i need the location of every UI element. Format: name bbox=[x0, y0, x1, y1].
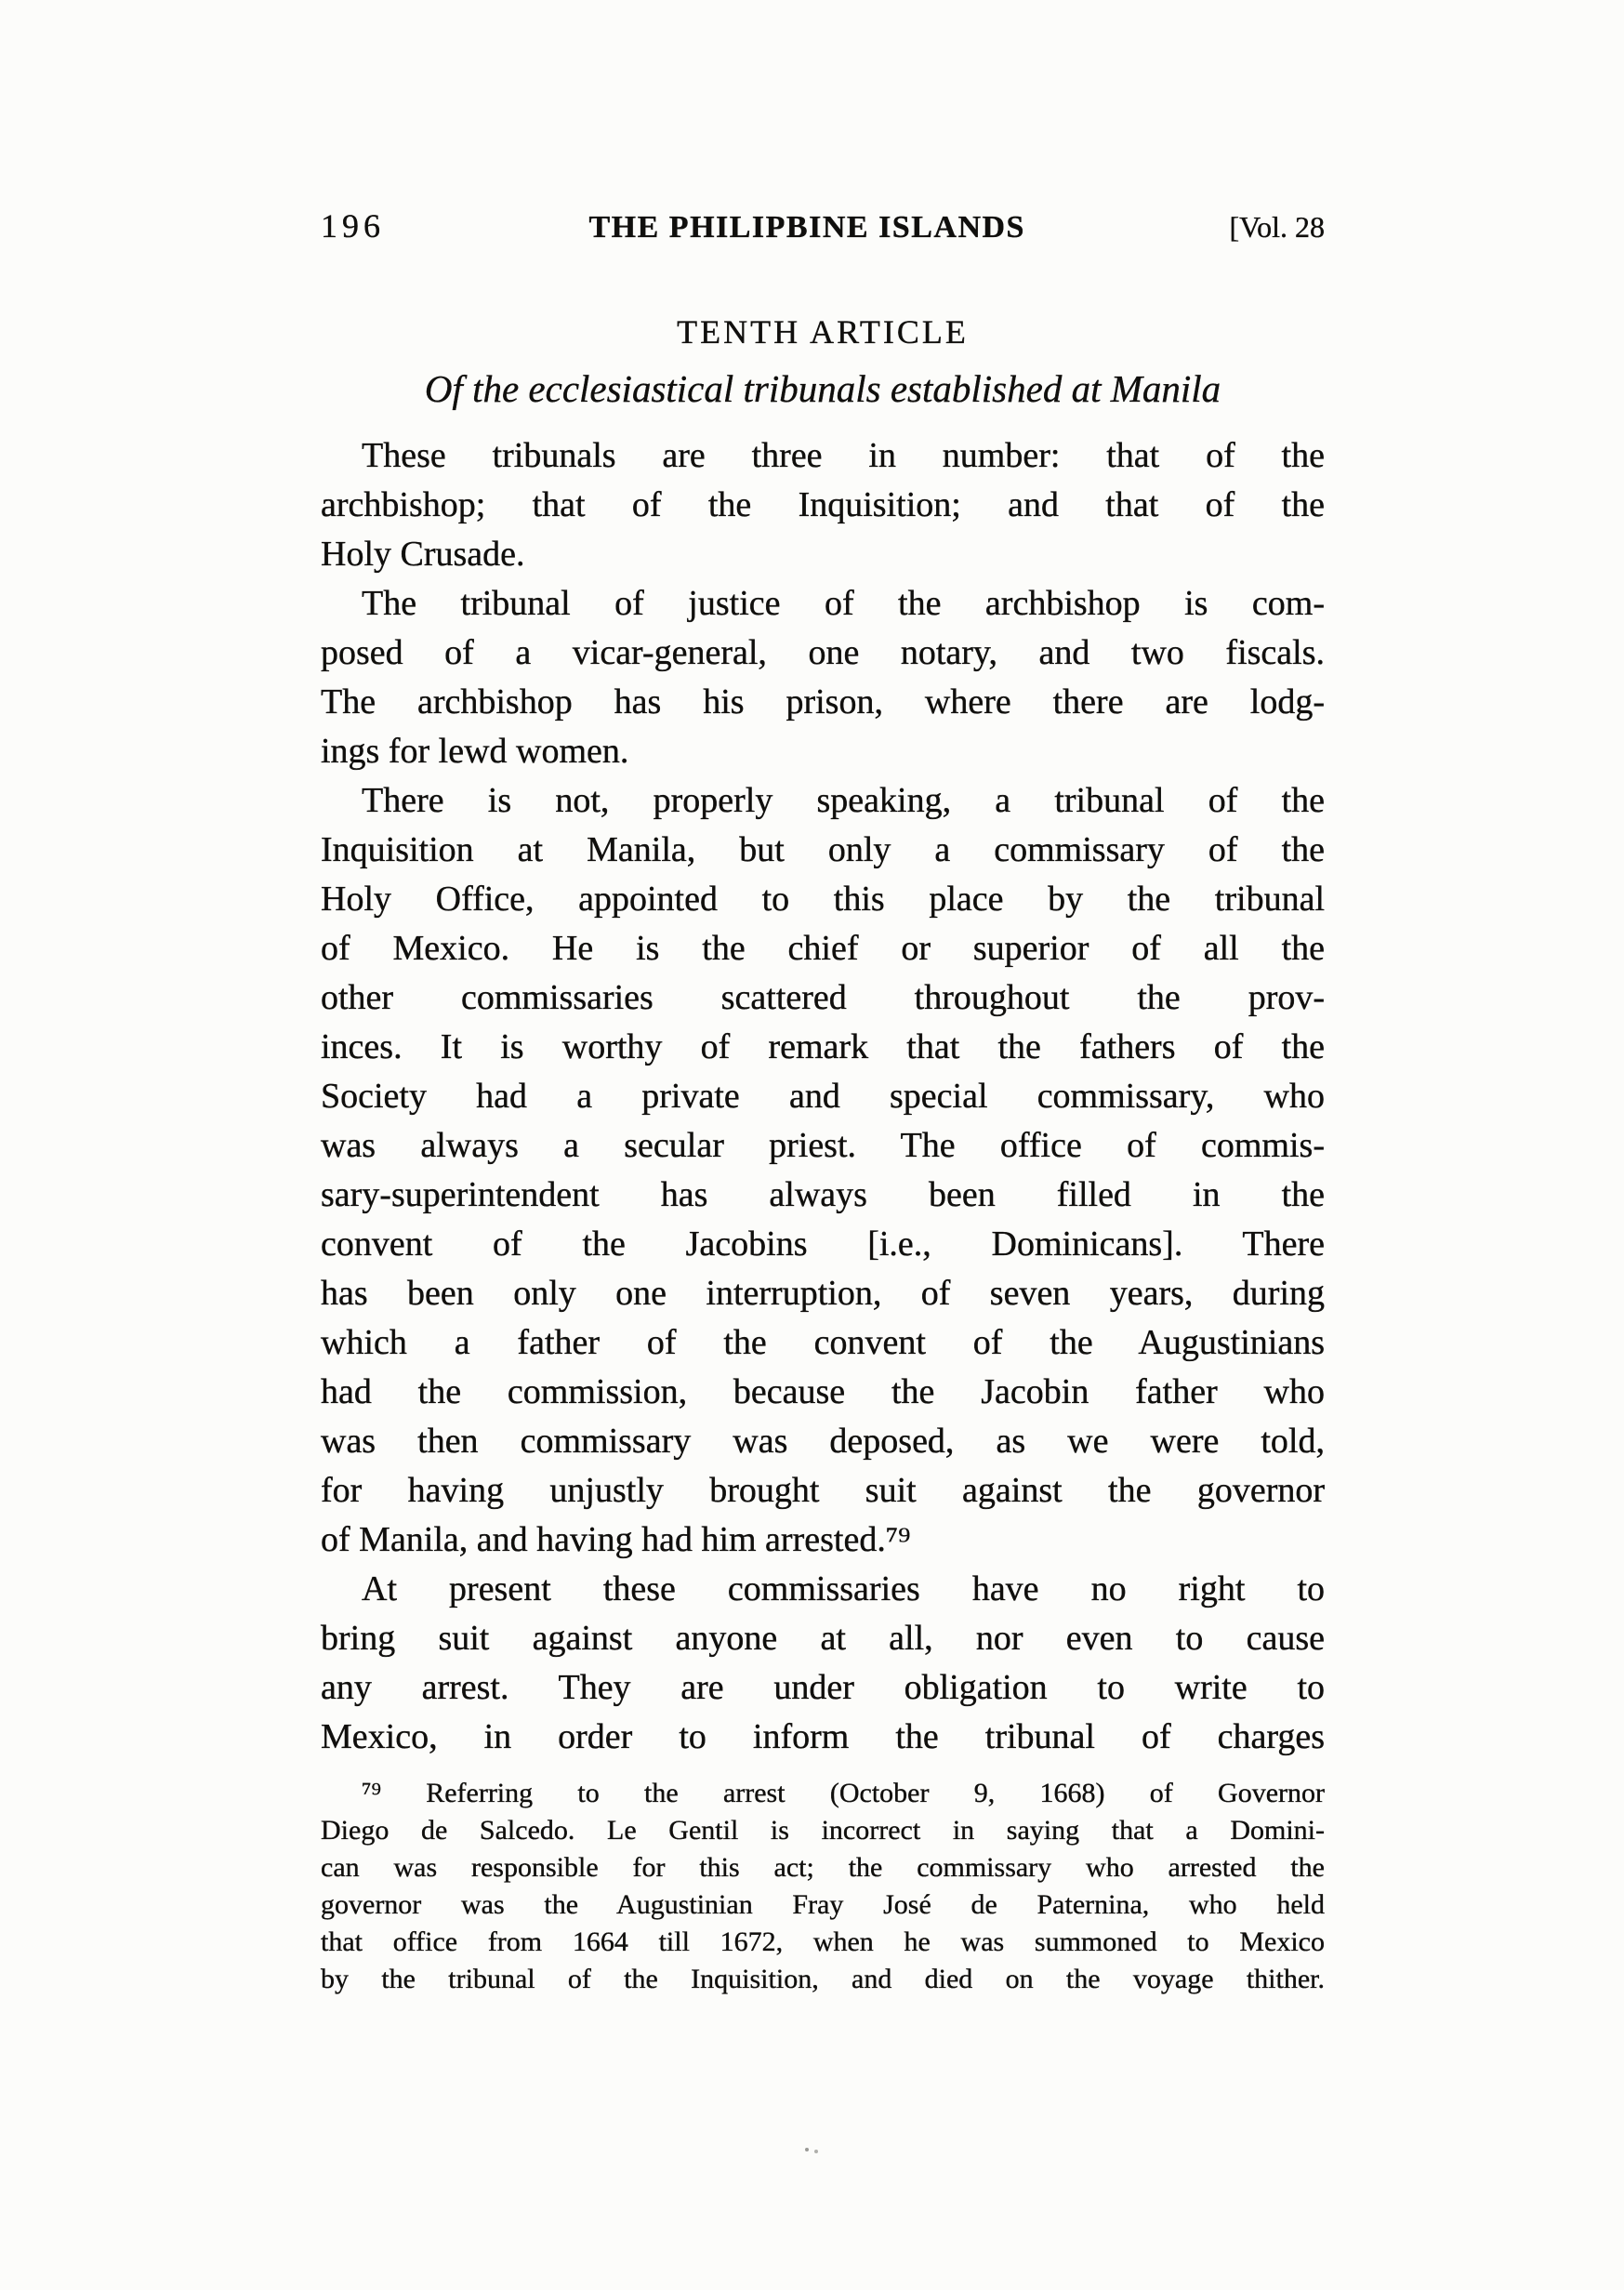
paragraph-1 bbox=[321, 431, 1325, 579]
text-line: Diego de Salcedo. Le Gentil is incorrect in saying that a Domini- bbox=[321, 1815, 1325, 1846]
text-line: The archbishop has his prison, where there are lodg- bbox=[321, 682, 1325, 721]
paragraph-4 bbox=[321, 1565, 1325, 1762]
scan-speckle bbox=[805, 2148, 809, 2151]
text-line: The tribunal of justice of the archbishop is com- bbox=[362, 584, 1325, 623]
text-line: Mexico, in order to inform the tribunal of charges bbox=[321, 1717, 1325, 1756]
text-block bbox=[321, 206, 1325, 1998]
text-line: for having unjustly brought suit against the governor bbox=[321, 1471, 1325, 1510]
text-line: bring suit against anyone at all, nor even to cause bbox=[321, 1619, 1325, 1658]
paragraph-3 bbox=[321, 776, 1325, 1565]
text-line: has been only one interruption, of seven years, during bbox=[321, 1274, 1325, 1313]
text-line: inces. It is worthy of remark that the fathers of the bbox=[321, 1027, 1325, 1066]
text-line: of Manila, and having had him arrested.⁷⁹ bbox=[321, 1520, 911, 1559]
page-header bbox=[321, 206, 1325, 247]
paragraph-2 bbox=[321, 579, 1325, 776]
text-line: governor was the Augustinian Fray José de Paternina, who held bbox=[321, 1889, 1325, 1920]
text-line: There is not, properly speaking, a tribunal of the bbox=[362, 781, 1325, 820]
text-line: of Mexico. He is the chief or superior of all the bbox=[321, 929, 1325, 968]
text-line: sary-superintendent has always been filled in the bbox=[321, 1175, 1325, 1214]
text-line: was always a secular priest. The office of commis- bbox=[321, 1126, 1325, 1165]
text-line: Holy Office, appointed to this place by the tribunal bbox=[321, 880, 1325, 919]
text-line: ⁷⁹ Referring to the arrest (October 9, 1668) of Governor bbox=[362, 1778, 1325, 1808]
text-line: had the commission, because the Jacobin father who bbox=[321, 1372, 1325, 1411]
page-number: 196 bbox=[321, 207, 385, 245]
text-line: that office from 1664 till 1672, when he was summoned to Mexico bbox=[321, 1926, 1325, 1957]
text-line: by the tribunal of the Inquisition, and died on the voyage thither. bbox=[321, 1964, 1325, 1994]
text-line: any arrest. They are under obligation to write to bbox=[321, 1668, 1325, 1707]
text-line: can was responsible for this act; the commissary who arrested the bbox=[321, 1852, 1325, 1883]
text-line: other commissaries scattered throughout the prov- bbox=[321, 978, 1325, 1017]
footnote bbox=[321, 1775, 1325, 1998]
text-line: was then commissary was deposed, as we were told, bbox=[321, 1422, 1325, 1461]
article-body bbox=[321, 431, 1325, 1762]
running-title: THE PHILIPBINE ISLANDS bbox=[588, 210, 1025, 245]
text-line: posed of a vicar-general, one notary, and two fiscals. bbox=[321, 633, 1325, 672]
article-subtitle: Of the ecclesiastical tribunals established at Manila bbox=[424, 367, 1221, 410]
text-line: At present these commissaries have no right to bbox=[362, 1569, 1325, 1608]
text-line: Society had a private and special commissary, who bbox=[321, 1077, 1325, 1116]
text-line: Inquisition at Manila, but only a commissary of the bbox=[321, 830, 1325, 869]
text-line: ings for lewd women. bbox=[321, 732, 629, 771]
text-line: archbishop; that of the Inquisition; and that of the bbox=[321, 485, 1325, 524]
article-heading: TENTH ARTICLE bbox=[677, 313, 969, 351]
text-line: convent of the Jacobins [i.e., Dominicans]. There bbox=[321, 1224, 1325, 1264]
text-line: which a father of the convent of the Augustinians bbox=[321, 1323, 1325, 1362]
text-line: Holy Crusade. bbox=[321, 535, 525, 574]
text-line: These tribunals are three in number: that of the bbox=[362, 436, 1325, 475]
volume-label: [Vol. 28 bbox=[1229, 210, 1325, 244]
